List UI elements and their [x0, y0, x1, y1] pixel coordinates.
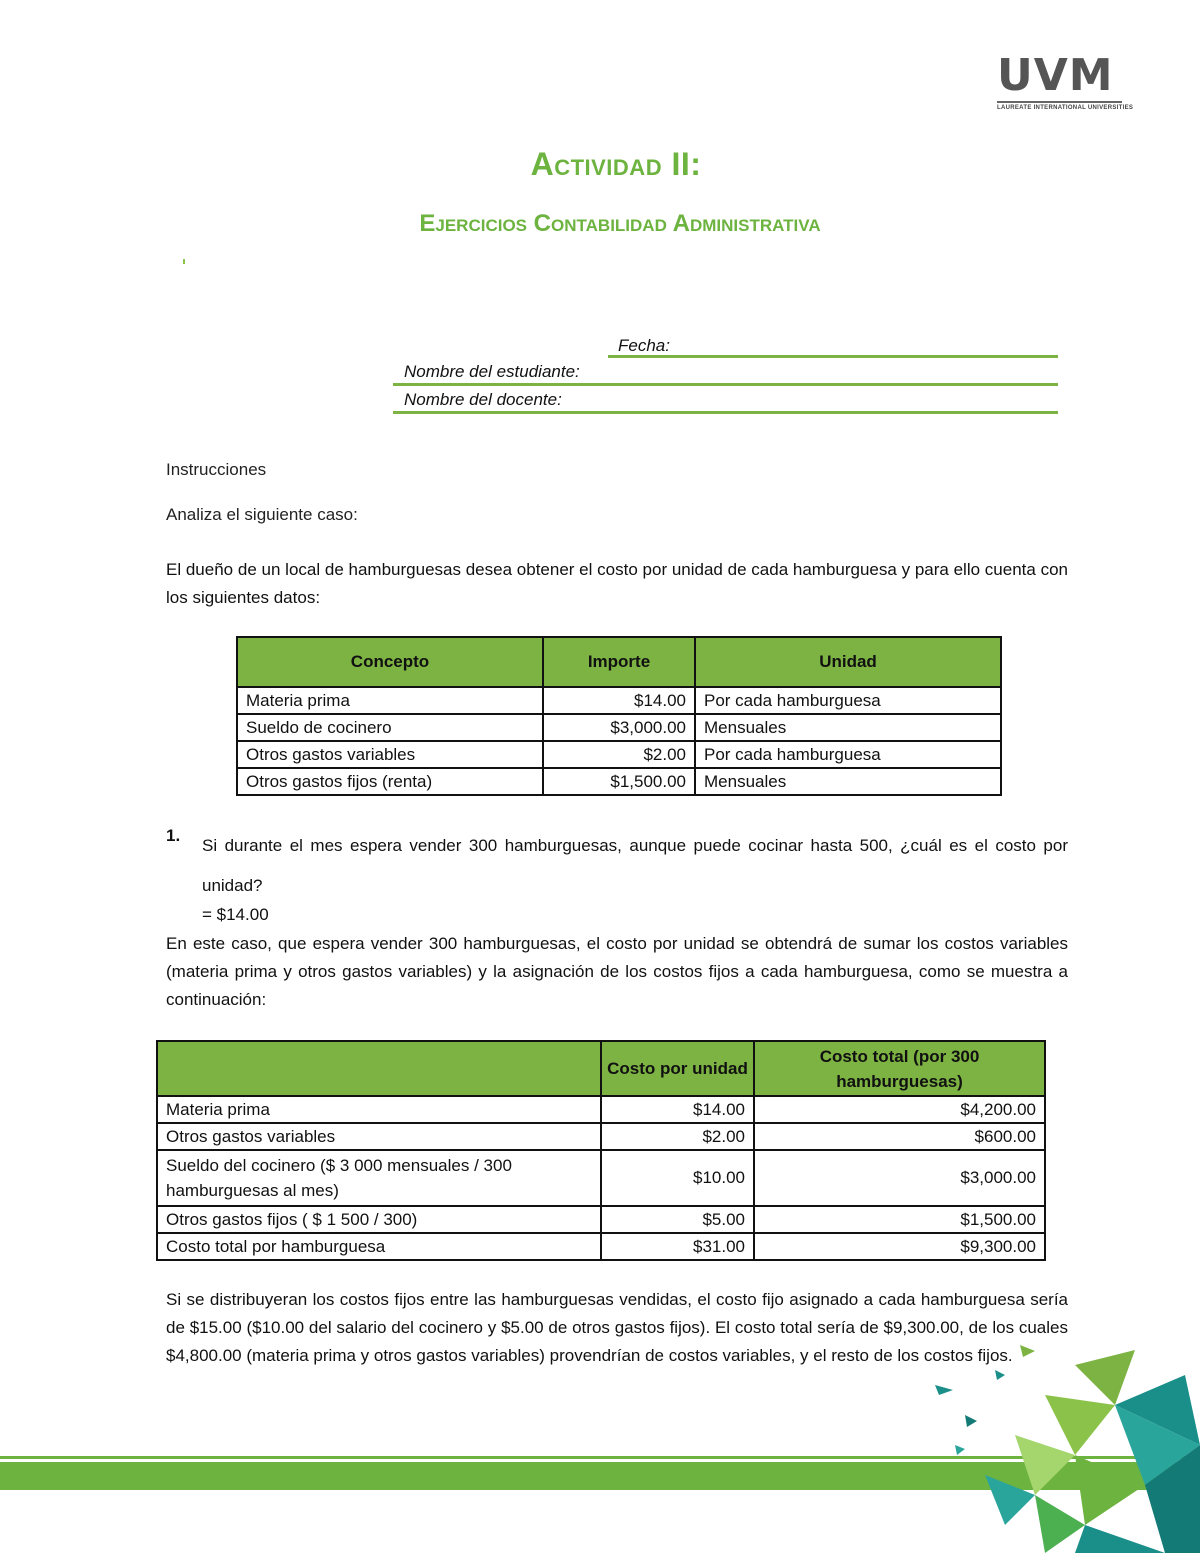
logo-name: UVM	[997, 50, 1114, 101]
table-header-row	[157, 1041, 1045, 1096]
decorative-mark	[183, 259, 185, 264]
cell-unidad: Mensuales	[695, 714, 1001, 741]
geometric-decoration	[925, 1335, 1200, 1553]
uvm-logo	[997, 50, 1134, 111]
table-header-row	[237, 637, 1001, 687]
conclusion-paragraph: Si se distribuyeran los costos fijos entre las hamburguesas vendidas, el costo fijo asignado a cada hamburguesa sería de $15.00 ($10.00 del salario del cocinero y $5.00 de otros gastos fijos). El costo total sería de $9,300.00, de los cuales $4,800.00 (materia prima y otros gastos variables) provendrían de costos variables, y el resto de los costos fijos.	[166, 1290, 1068, 1365]
cell-unidad: Mensuales	[695, 768, 1001, 795]
cell-concepto: Materia prima	[157, 1096, 601, 1123]
cell-costo-total: $1,500.00	[754, 1206, 1045, 1233]
document-title: Actividad II:	[530, 146, 702, 182]
cell-importe: $2.00	[543, 741, 695, 768]
cell-costo-unidad: $31.00	[601, 1233, 754, 1260]
cell-importe: $14.00	[543, 687, 695, 714]
cell-unidad: Por cada hamburguesa	[695, 687, 1001, 714]
cell-costo-unidad: $14.00	[601, 1096, 754, 1123]
cell-concepto: Otros gastos fijos (renta)	[237, 768, 543, 795]
table-row	[237, 768, 1001, 795]
question-answer: = $14.00	[202, 905, 269, 924]
table-row	[237, 714, 1001, 741]
col-costo-unidad: Costo por unidad	[601, 1041, 754, 1096]
cell-concepto: Otros gastos variables	[237, 741, 543, 768]
col-importe: Importe	[543, 637, 695, 687]
cell-costo-unidad: $2.00	[601, 1123, 754, 1150]
document-subtitle: Ejercicios Contabilidad Administrativa	[419, 210, 821, 237]
col-costo-total: Costo total (por 300 hamburguesas)	[754, 1041, 1045, 1096]
table-row	[157, 1123, 1045, 1150]
teacher-name-field[interactable]: Nombre del docente:	[393, 390, 1058, 414]
cell-concepto: Otros gastos variables	[157, 1123, 601, 1150]
cell-concepto: Otros gastos fijos ( $ 1 500 / 300)	[157, 1206, 601, 1233]
logo-divider	[997, 101, 1122, 103]
student-name-field[interactable]: Nombre del estudiante:	[393, 362, 1058, 386]
cell-costo-total: $3,000.00	[754, 1150, 1045, 1206]
cell-unidad: Por cada hamburguesa	[695, 741, 1001, 768]
logo-subtitle: LAUREATE INTERNATIONAL UNIVERSITIES	[997, 105, 1134, 111]
cell-costo-unidad: $10.00	[601, 1150, 754, 1206]
cell-importe: $3,000.00	[543, 714, 695, 741]
col-concepto: Concepto	[237, 637, 543, 687]
cell-costo-total: $4,200.00	[754, 1096, 1045, 1123]
table-row	[237, 741, 1001, 768]
table-row	[237, 687, 1001, 714]
case-intro: Analiza el siguiente caso:	[166, 505, 358, 524]
cell-concepto: Materia prima	[237, 687, 543, 714]
cell-concepto: Sueldo de cocinero	[237, 714, 543, 741]
table-row	[157, 1150, 1045, 1206]
cell-concepto: Costo total por hamburguesa	[157, 1233, 601, 1260]
data-table	[236, 636, 1002, 796]
explanation-paragraph: En este caso, que espera vender 300 hamburguesas, el costo por unidad se obtendrá de sumar los costos variables (materia prima y otros gastos variables) y la asignación de los costos fijos a cada hamburguesa, como se muestra a continuación:	[166, 934, 1068, 1009]
question-text: Si durante el mes espera vender 300 hamburguesas, aunque puede cocinar hasta 500, ¿cuál es el costo por unidad?	[202, 836, 1068, 895]
case-description: El dueño de un local de hamburguesas desea obtener el costo por unidad de cada hamburguesa y para ello cuenta con los siguientes datos:	[166, 560, 1068, 607]
cell-concepto: Sueldo del cocinero ($ 3 000 mensuales / 300 hamburguesas al mes)	[157, 1150, 601, 1206]
instructions-heading: Instrucciones	[166, 460, 267, 479]
question-number: 1.	[166, 826, 181, 845]
table-row	[157, 1206, 1045, 1233]
table-row	[157, 1233, 1045, 1260]
fecha-field[interactable]: Fecha:	[608, 336, 1058, 358]
cell-costo-total: $600.00	[754, 1123, 1045, 1150]
cell-importe: $1,500.00	[543, 768, 695, 795]
col-unidad: Unidad	[695, 637, 1001, 687]
table-row	[157, 1096, 1045, 1123]
col-concepto	[157, 1041, 601, 1096]
cost-table	[156, 1040, 1046, 1261]
cell-costo-unidad: $5.00	[601, 1206, 754, 1233]
cell-costo-total: $9,300.00	[754, 1233, 1045, 1260]
